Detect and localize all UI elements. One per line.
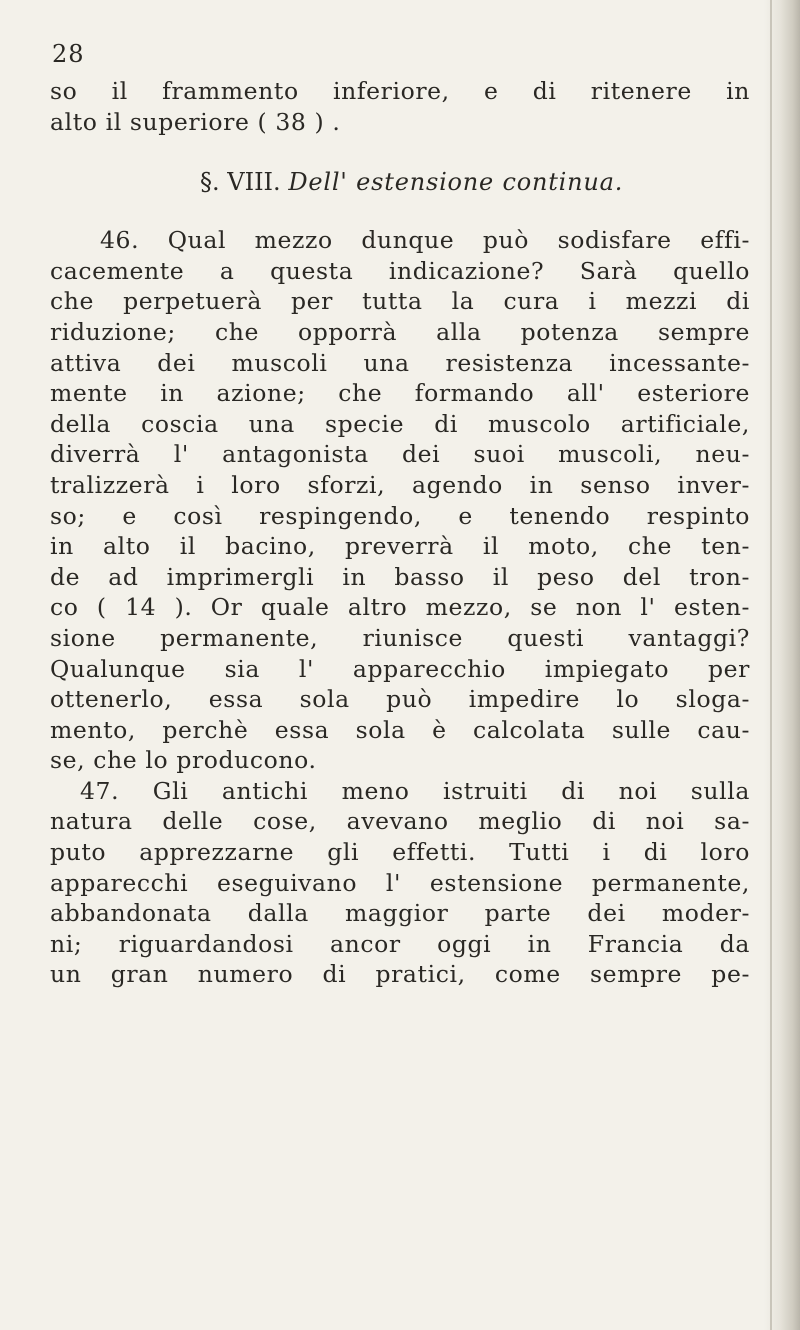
- text-line: abbandonata dalla maggior parte dei moder-: [50, 899, 750, 928]
- page-edge-rule: [770, 0, 772, 1330]
- section-label: §. VIII.: [200, 168, 281, 197]
- section-heading: [50, 167, 750, 197]
- text-block: [50, 76, 750, 990]
- text-line: un gran numero di pratici, come sempre pe-: [50, 960, 750, 989]
- text-line: so; e così respingendo, e tenendo respinto: [50, 501, 750, 530]
- text-line: mento, perchè essa sola è calcolata sulle cau-: [50, 715, 750, 744]
- text-line: so il frammento inferiore, e di ritenere in: [50, 77, 750, 105]
- text-line: riduzione; che opporrà alla potenza sempre: [50, 317, 750, 346]
- text-line: apparecchi eseguivano l' estensione permanente,: [50, 868, 750, 897]
- text-line: alto il superiore ( 38 ) .: [50, 107, 341, 136]
- paragraph-47: [50, 776, 750, 990]
- text-line: ottenerlo, essa sola può impedire lo sloga-: [50, 685, 750, 714]
- text-line: sione permanente, riunisce questi vantaggi?: [50, 623, 750, 652]
- text-line: mente in azione; che formando all' esteriore: [50, 379, 750, 408]
- text-line: che perpetuerà per tutta la cura i mezzi di: [50, 287, 750, 316]
- paragraph-46: [50, 225, 750, 776]
- text-line: attiva dei muscoli una resistenza incessante-: [50, 348, 750, 377]
- text-line: de ad imprimergli in basso il peso del tron-: [50, 562, 750, 591]
- text-line: in alto il bacino, preverrà il moto, che ten-: [50, 532, 750, 561]
- text-line: Qualunque sia l' apparecchio impiegato per: [50, 654, 750, 683]
- text-line: cacemente a questa indicazione? Sarà quello: [50, 256, 750, 285]
- text-line: puto apprezzarne gli effetti. Tutti i di loro: [50, 838, 750, 867]
- text-line: diverrà l' antagonista dei suoi muscoli, neu-: [50, 440, 750, 469]
- page-number: 28: [52, 40, 85, 68]
- text-line: 46. Qual mezzo dunque può sodisfare effi-: [100, 226, 750, 255]
- text-line: 47. Gli antichi meno istruiti di noi sulla: [80, 776, 750, 805]
- text-line: tralizzerà i loro sforzi, agendo in senso inver-: [50, 470, 750, 499]
- text-line: natura delle cose, avevano meglio di noi sa-: [50, 807, 750, 836]
- text-line: ni; riguardandosi ancor oggi in Francia da: [50, 929, 750, 958]
- section-title: Dell' estensione continua.: [288, 168, 624, 197]
- text-line: co ( 14 ). Or quale altro mezzo, se non l' esten-: [50, 593, 750, 622]
- text-line: se, che lo producono.: [50, 746, 317, 775]
- text-line: della coscia una specie di muscolo artificiale,: [50, 409, 750, 438]
